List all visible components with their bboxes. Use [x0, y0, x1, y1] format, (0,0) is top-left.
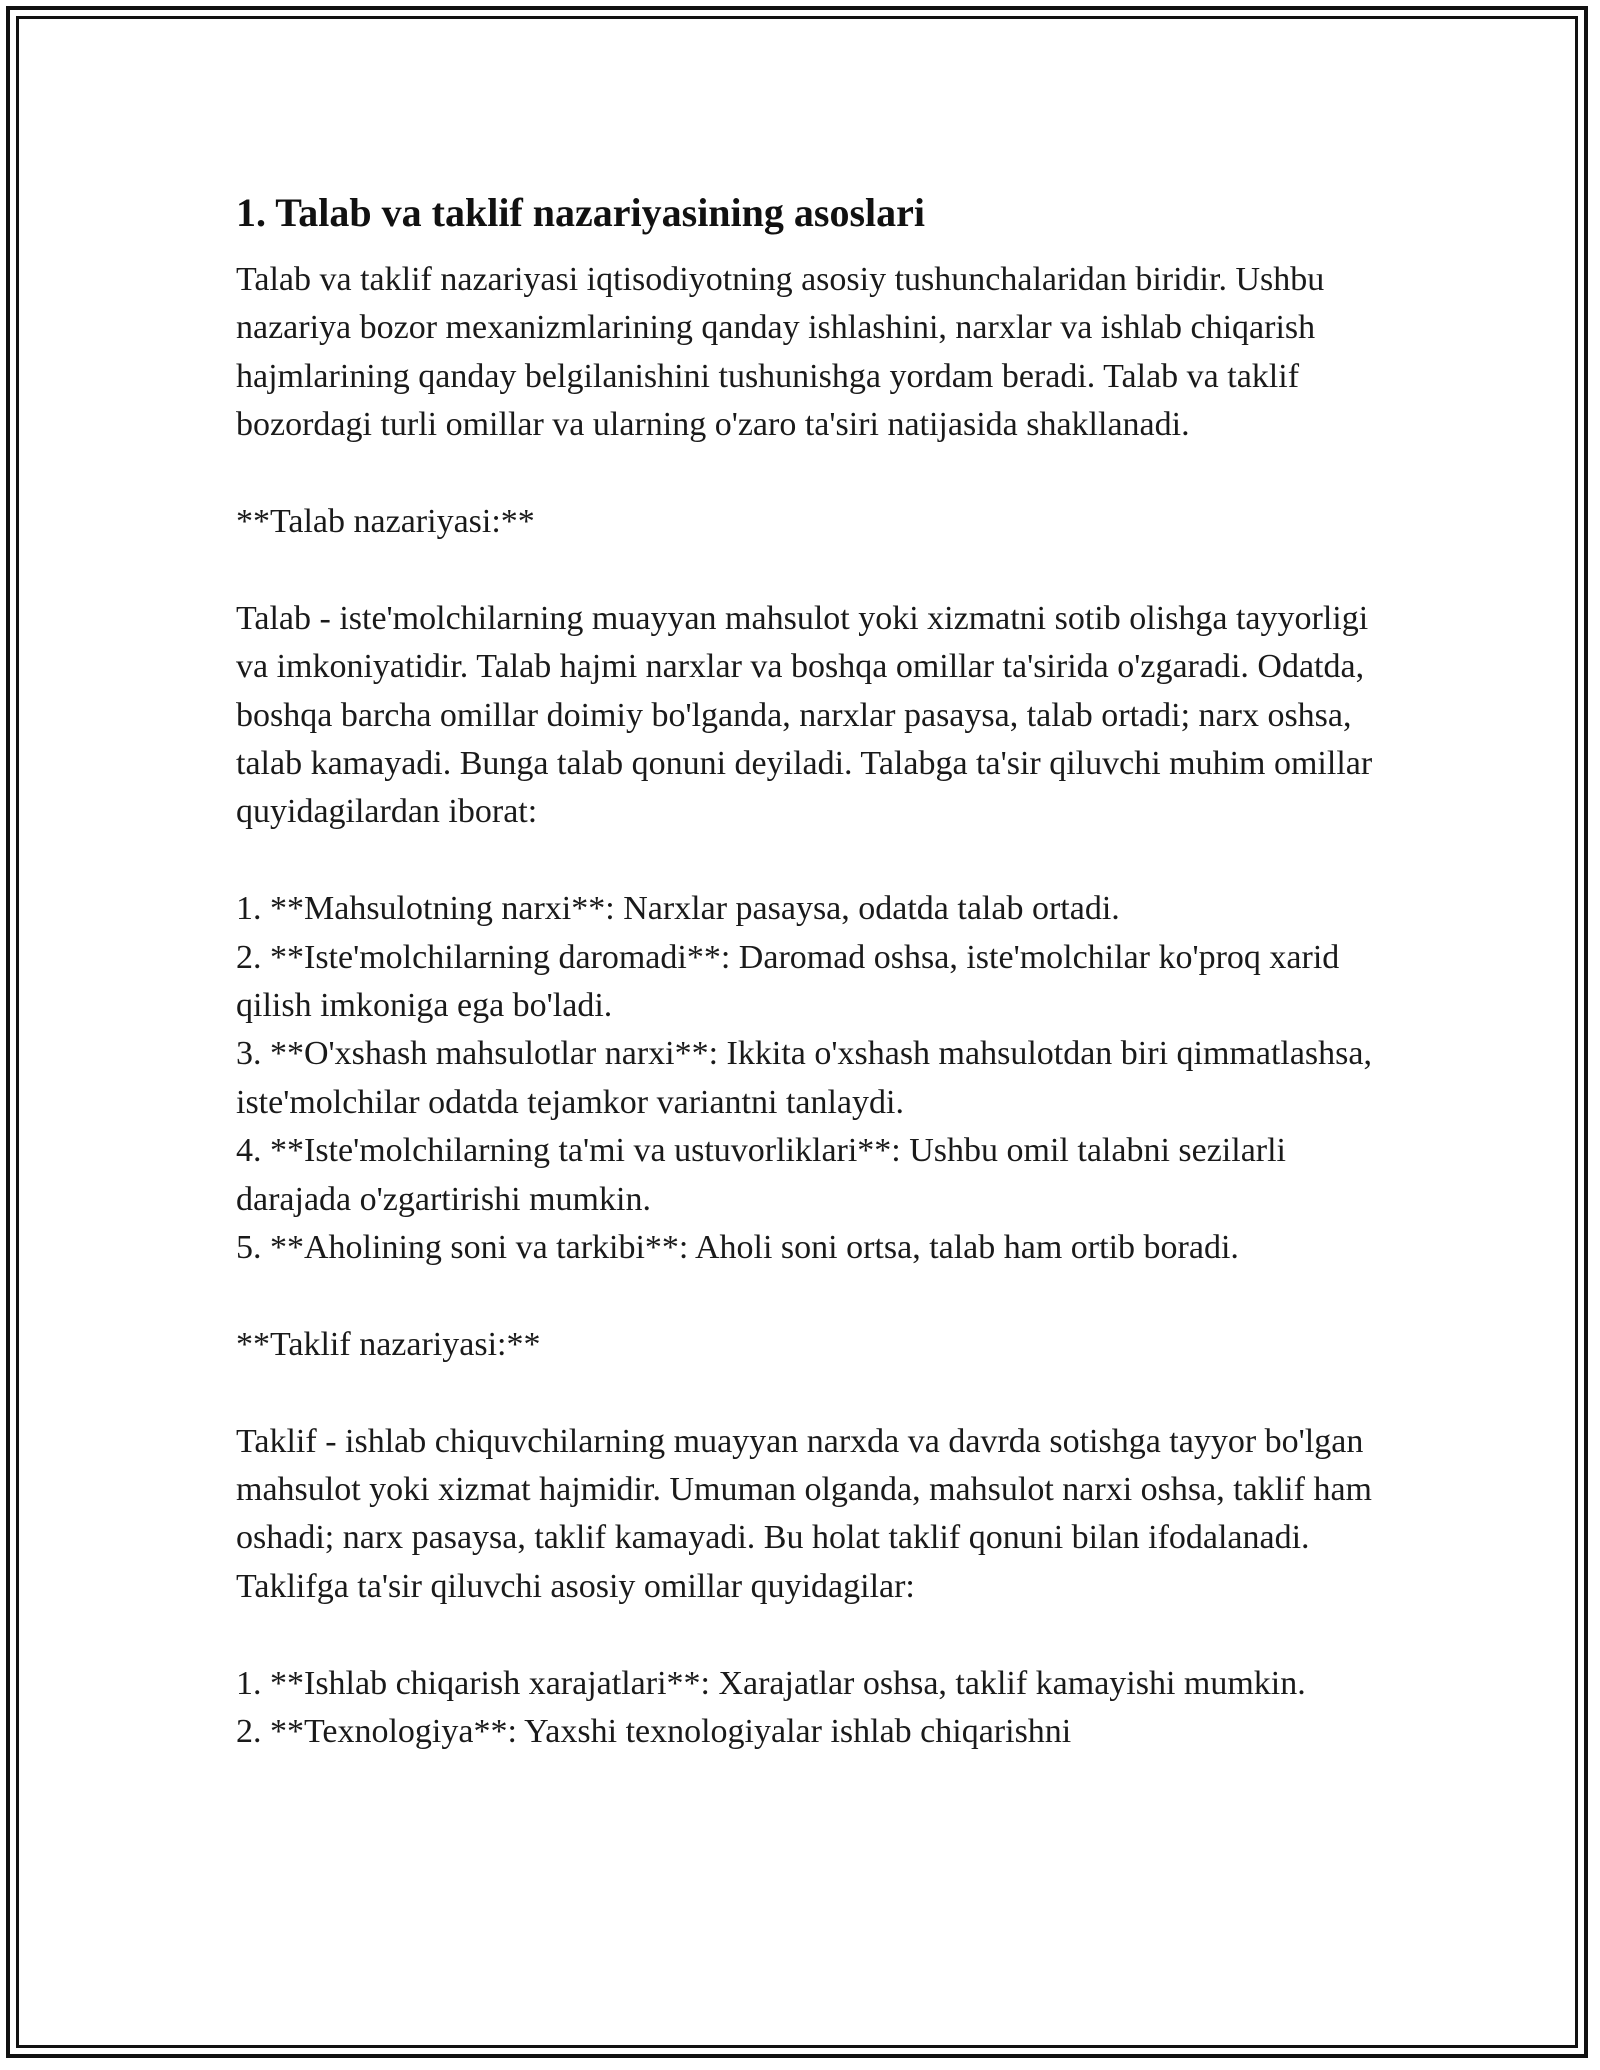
spacer [236, 1272, 1376, 1320]
spacer [236, 837, 1376, 885]
section-heading: 1. Talab va taklif nazariyasining asoslari [236, 190, 926, 235]
list-item: 3. **O'xshash mahsulotlar narxi**: Ikkita o'xshash mahsulotdan biri qimmatlashsa, iste'molchilar odatda tejamkor variantni tanlaydi. [236, 1035, 1372, 1121]
demand-paragraph: Talab - iste'molchilarning muayyan mahsulot yoki xizmatni sotib olishga tayyorligi va imkoniyatidir. Talab hajmi narxlar va boshqa omillar ta'sirida o'zgaradi. Odatda, boshqa barcha omillar doimiy bo'lganda, narxlar pasaysa, talab ortadi; narx oshsa, talab kamayadi. Bunga talab qonuni deyiladi. Talabga ta'sir qiluvchi muhim omillar quyidagilardan iborat: [236, 599, 1373, 831]
spacer [236, 1369, 1376, 1417]
supply-title: **Taklif nazariyasi:** [236, 1325, 541, 1363]
list-item: 1. **Mahsulotning narxi**: Narxlar pasaysa, odatda talab ortadi. [236, 890, 1120, 928]
spacer [236, 546, 1376, 594]
list-item: 4. **Iste'molchilarning ta'mi va ustuvorliklari**: Ushbu omil talabni sezilarli darajada o'zgartirishi mumkin. [236, 1132, 1286, 1218]
supply-paragraph: Taklif - ishlab chiquvchilarning muayyan narxda va davrda sotishga tayyor bo'lgan mahsulot yoki xizmat hajmidir. Umuman olganda, mahsulot narxi oshsa, taklif ham oshadi; narx pasaysa, taklif kamayadi. Bu holat taklif qonuni bilan ifodalanadi. Taklifga ta'sir qiluvchi asosiy omillar quyidagilar: [236, 1422, 1372, 1605]
demand-title: **Talab nazariyasi:** [236, 503, 535, 541]
spacer [236, 450, 1376, 498]
list-item: 1. **Ishlab chiqarish xarajatlari**: Xarajatlar oshsa, taklif kamayishi mumkin. [236, 1664, 1306, 1702]
list-item: 5. **Aholining soni va tarkibi**: Aholi soni ortsa, talab ham ortib boradi. [236, 1229, 1239, 1267]
document-body [236, 186, 1376, 1757]
list-item: 2. **Iste'molchilarning daromadi**: Daromad oshsa, iste'molchilar ko'proq xarid qilish imkoniga ega bo'ladi. [236, 938, 1340, 1025]
intro-paragraph: Talab va taklif nazariyasi iqtisodiyotning asosiy tushunchalaridan biridir. Ushbu nazariya bozor mexanizmlarining qanday ishlashini, narxlar va ishlab chiqarish hajmlarining qanday belgilanishini tushunishga yordam beradi. Talab va taklif bozordagi turli omillar va ularning o'zaro ta'siri natijasida shakllanadi. [236, 261, 1325, 444]
list-item: 2. **Texnologiya**: Yaxshi texnologiyalar ishlab chiqarishni [236, 1713, 1072, 1751]
supply-factor-list [236, 1660, 1376, 1757]
demand-factor-list [236, 885, 1376, 1272]
spacer [236, 1611, 1376, 1659]
